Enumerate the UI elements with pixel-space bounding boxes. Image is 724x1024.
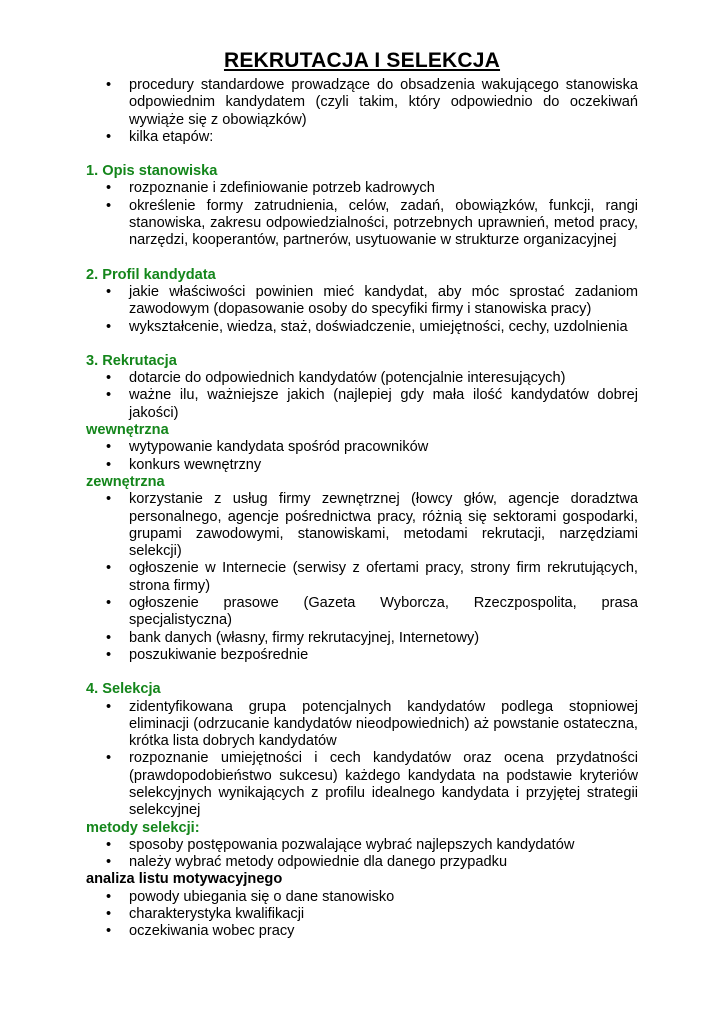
section-heading-opis: 1. Opis stanowiska [86, 163, 218, 180]
list-item: • kilka etapów: [106, 129, 638, 146]
list-item: • bank danych (własny, firmy rekrutacyjnej, Internetowy) [106, 630, 638, 647]
section-heading-rekrutacja: 3. Rekrutacja [86, 352, 177, 369]
subheading-list-motywacyjny: analiza listu motywacyjnego [86, 871, 283, 888]
list-item: • ogłoszenie prasowe (Gazeta Wyborcza, Rzeczpospolita, prasa specjalistyczna) [106, 595, 638, 630]
subheading-metody-selekcji: metody selekcji: [86, 819, 200, 836]
section1-list [86, 180, 638, 249]
letter-list [86, 889, 638, 941]
list-item: • należy wybrać metody odpowiednie dla danego przypadku [106, 854, 638, 871]
list-item: • ważne ilu, ważniejsze jakich (najlepiej gdy mała ilość kandydatów dobrej jakości) [106, 387, 638, 422]
internal-list [86, 439, 638, 474]
list-item: • powody ubiegania się o dane stanowisko [106, 889, 638, 906]
list-item: • jakie właściwości powinien mieć kandydat, aby móc sprostać zadaniom zawodowym (dopasowanie osoby do specyfiki firmy i stanowiska pracy) [106, 284, 638, 319]
list-item: • charakterystyka kwalifikacji [106, 906, 638, 923]
page-title: REKRUTACJA I SELEKCJA [223, 49, 501, 72]
section-heading-profil: 2. Profil kandydata [86, 266, 216, 283]
list-item: • konkurs wewnętrzny [106, 457, 638, 474]
list-item: • rozpoznanie umiejętności i cech kandydatów oraz ocena przydatności (prawdopodobieństwo sukcesu) każdego kandydata na podstawie kryteriów selekcyjnych wynikających z profilu idealnego kandydata i przyjętej strategii selekcyjnej [106, 750, 638, 819]
methods-list [86, 837, 638, 872]
intro-list [86, 77, 638, 146]
list-item: • oczekiwania wobec pracy [106, 923, 638, 940]
list-item: • wykształcenie, wiedza, staż, doświadczenie, umiejętności, cechy, uzdolnienia [106, 319, 638, 336]
subheading-wewnetrzna: wewnętrzna [86, 422, 169, 439]
list-item: • ogłoszenie w Internecie (serwisy z ofertami pracy, strony firm rekrutujących, strona firmy) [106, 560, 638, 595]
section-heading-selekcja: 4. Selekcja [86, 681, 161, 698]
list-item: • rozpoznanie i zdefiniowanie potrzeb kadrowych [106, 180, 638, 197]
section3-list [86, 370, 638, 422]
list-item: • zidentyfikowana grupa potencjalnych kandydatów podlega stopniowej eliminacji (odrzucanie kandydatów nieodpowiednich) aż powstanie ostateczna, krótka lista dobrych kandydatów [106, 699, 638, 751]
list-item: • korzystanie z usług firmy zewnętrznej (łowcy głów, agencje doradztwa personalnego, agencje pośrednictwa pracy, różnią się sektorami gospodarki, grupami zawodowymi, stanowiskami, metodami rekrutacji, narzędziami selekcji) [106, 491, 638, 560]
external-list [86, 491, 638, 664]
list-item: • określenie formy zatrudnienia, celów, zadań, obowiązków, funkcji, rangi stanowiska, zakresu odpowiedzialności, potrzebnych uprawnień, metod pracy, narzędzi, kooperantów, partnerów, usytuowanie w strukturze organizacyjnej [106, 198, 638, 250]
list-item: • dotarcie do odpowiednich kandydatów (potencjalnie interesujących) [106, 370, 638, 387]
list-item: • sposoby postępowania pozwalające wybrać najlepszych kandydatów [106, 837, 638, 854]
subheading-zewnetrzna: zewnętrzna [86, 473, 165, 490]
list-item: • procedury standardowe prowadzące do obsadzenia wakującego stanowiska odpowiednim kandydatem (czyli takim, który odpowiednio do oczekiwań wywiąże się z obowiązków) [106, 77, 638, 129]
list-item: • poszukiwanie bezpośrednie [106, 647, 638, 664]
list-item: • wytypowanie kandydata spośród pracowników [106, 439, 638, 456]
section4-list [86, 699, 638, 820]
section2-list [86, 284, 638, 336]
